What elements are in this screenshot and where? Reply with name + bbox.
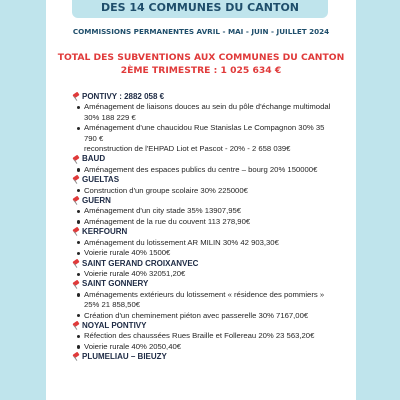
pushpin-icon	[72, 321, 81, 331]
commune-name	[72, 227, 334, 237]
commune-block	[72, 154, 334, 175]
subsidy-item: Aménagement d'une chaucidou Rue Stanislas Le Compagnon 30% 35 790 €	[84, 123, 334, 144]
subsidy-list	[72, 102, 334, 144]
pushpin-icon	[72, 227, 81, 237]
commune-block	[72, 92, 334, 154]
subsidy-list	[72, 238, 334, 259]
subsidy-item: Aménagement de liaisons douces au sein du pôle d'échange multimodal 30% 188 229 €	[84, 102, 334, 123]
subsidy-item: Voierie rurale 40% 32051,20€	[84, 269, 334, 279]
subsidy-item: Construction d'un groupe scolaire 30% 225000€	[84, 186, 334, 196]
pushpin-icon	[72, 155, 81, 165]
total-heading: TOTAL DES SUBVENTIONS AUX COMMUNES DU CANTON	[57, 52, 345, 63]
subsidy-list	[72, 269, 334, 279]
pushpin-icon	[72, 280, 81, 290]
total-amount: 2ÈME TRIMESTRE : 1 025 634 €	[120, 65, 282, 76]
pushpin-icon	[72, 92, 81, 102]
commune-label: GUERN	[82, 196, 111, 206]
commune-block	[72, 227, 334, 258]
subsidy-list	[72, 186, 334, 196]
commune-name	[72, 196, 334, 206]
commune-label: SAINT GERAND CROIXANVEC	[82, 258, 199, 268]
subsidy-list	[72, 331, 334, 352]
commune-block	[72, 279, 334, 321]
subsidy-item: Aménagement d'un city stade 35% 13907,95€	[84, 206, 334, 216]
subsidy-list	[72, 290, 334, 321]
subsidy-item: Création d'un cheminement piéton avec passerelle 30% 7167,00€	[84, 311, 334, 321]
commune-name	[72, 279, 334, 289]
subsidy-item: Aménagement de la rue du couvent 113 278,90€	[84, 217, 334, 227]
subsidy-note: reconstruction de l'EHPAD Liot et Pascot - 20% - 2 658 039€	[84, 144, 291, 154]
commune-label: GUELTAS	[82, 175, 120, 185]
meetings-subtitle: COMMISSIONS PERMANENTES AVRIL - MAI - JUIN - JUILLET 2024	[72, 27, 330, 36]
subsidy-item: Réfection des chaussées Rues Braille et Follereau 20% 23 563,20€	[84, 331, 334, 341]
commune-block	[72, 352, 334, 362]
commune-label: BAUD	[82, 154, 106, 164]
commune-block	[72, 259, 334, 280]
commune-name	[72, 92, 334, 102]
pushpin-icon	[72, 175, 81, 185]
commune-name	[72, 352, 334, 362]
subsidy-item: Aménagement du lotissement AR MILIN 30% 42 903,30€	[84, 238, 334, 248]
title-banner	[72, 0, 328, 18]
commune-label: PONTIVY : 2882 058 €	[82, 92, 165, 101]
subsidy-item: Voierie rurale 40% 2050,40€	[84, 342, 334, 352]
subsidies-total	[46, 51, 356, 77]
commune-name	[72, 175, 334, 185]
commune-list	[72, 92, 334, 363]
commune-label: NOYAL PONTIVY	[82, 320, 147, 330]
subsidy-list	[72, 206, 334, 227]
commune-name	[72, 259, 334, 269]
subsidy-list	[72, 165, 334, 175]
commune-name	[72, 321, 334, 331]
page-title: DES 14 COMMUNES DU CANTON	[101, 1, 299, 14]
commune-label: KERFOURN	[82, 227, 128, 237]
subsidy-item: Aménagements extérieurs du lotissement « résidence des pommiers » 25% 21 858,50€	[84, 290, 334, 311]
pushpin-icon	[72, 196, 81, 206]
pushpin-icon	[72, 352, 81, 362]
subsidy-item: Aménagement des espaces publics du centre – bourg 20% 150000€	[84, 165, 334, 175]
commune-name	[72, 154, 334, 164]
commune-block	[72, 175, 334, 196]
subsidy-item: Voierie rurale 40% 1500€	[84, 248, 334, 258]
commune-label: SAINT GONNERY	[82, 279, 149, 289]
commune-block	[72, 321, 334, 352]
commune-block	[72, 196, 334, 227]
pushpin-icon	[72, 259, 81, 269]
commune-label: PLUMELIAU – BIEUZY	[82, 352, 167, 362]
